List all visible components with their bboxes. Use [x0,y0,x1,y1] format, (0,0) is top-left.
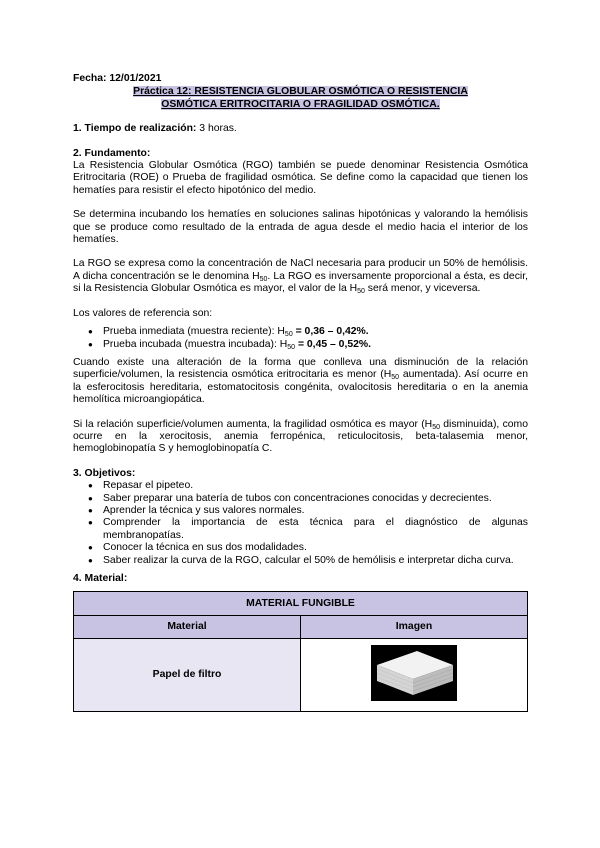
fundamento-paragraph-5 [73,357,528,407]
fundamento-paragraph-1: La Resistencia Globular Osmótica (RGO) también se puede denominar Resistencia Osmótica Eritrocitaria (ROE) o Prueba de fragilidad osmótica. Se define como la capacidad que tienen los hematíes para resistir el efecto hipotónico del medio. [73,160,528,196]
list-item: ● Aprender la técnica y sus valores normales. [73,505,528,517]
list-item: ● Conocer la técnica en sus dos modalidades. [73,542,528,554]
reference-values-list [73,326,528,351]
title-line-1: Práctica 12: RESISTENCIA GLOBULAR OSMÓTICA O RESISTENCIA [133,86,468,98]
fundamento-paragraph-6 [73,419,528,456]
text: aumentada). Así ocurre en la esferocitosis hereditaria, estomatocitosis congénita, ovalocitosis hereditaria o en la anemia hemolítica microangiopática. [73,369,528,406]
section-2-heading: 2. Fundamento: [73,147,151,159]
fundamento-paragraph-2: Se determina incubando los hematíes en soluciones salinas hipotónicas y valorando la hemólisis que se produce como resultado de la entrada de agua desde el medio hacia el interior de los hematíes. [73,209,528,246]
list-item: ● Saber realizar la curva de la RGO, calcular el 50% de hemólisis e interpretar dicha curva. [73,555,528,567]
list-item: ● Comprender la importancia de esta técnica para el diagnóstico de algunas membranopatías. [73,517,528,542]
text: Prueba inmediata (muestra reciente): H [103,326,285,338]
date-line: Fecha: 12/01/2021 [73,73,162,84]
document-page [73,73,528,712]
section-3-heading: 3. Objetivos: [73,467,136,479]
column-header-image: Imagen [301,616,528,639]
list-item [73,326,528,338]
reference-value: = 0,36 – 0,42%. [292,326,369,338]
text: Cuando existe una alteración de la forma que conlleva una disminución de la relación superficie/volumen, la resistencia osmótica eritrocitaria es menor (H [73,356,528,381]
duration-value: 3 horas. [196,123,237,135]
column-header-material: Material [74,616,301,639]
text: Prueba incubada (muestra incubada): H [103,338,288,350]
objectives-list [73,480,528,567]
text: . La RGO es inversamente proporcional a ésta, es decir, si la Resistencia Globular Osmótica es mayor, el valor de la H [73,270,528,295]
subscript: 50 [432,423,440,431]
table-title: MATERIAL FUNGIBLE [74,592,528,616]
subscript: 50 [287,343,296,351]
section-1-heading: 1. Tiempo de realización: [73,123,197,135]
reference-value: = 0,45 – 0,52%. [295,338,372,350]
material-table [73,591,528,712]
material-name-cell: Papel de filtro [74,639,301,712]
list-item: ● Repasar el pipeteo. [73,480,528,492]
section-1 [73,123,528,135]
fundamento-paragraph-3 [73,258,528,295]
list-item: ● Saber preparar una batería de tubos con concentraciones conocidas y decrecientes. [73,493,528,505]
section-4-heading: 4. Material: [73,573,128,584]
list-item [73,339,528,351]
subscript: 50 [357,288,365,296]
subscript: 50 [259,275,268,283]
text: será menor, y viceversa. [364,283,481,295]
document-title [73,86,528,111]
subscript: 50 [391,374,400,382]
filter-paper-stack-icon [371,645,457,705]
text: La RGO se expresa como la concentración de NaCl necesaria para producir un 50% de hemólisis. A dicha concentración se le denomina H [73,258,528,282]
reference-intro: Los valores de referencia son: [73,307,213,319]
title-line-2: OSMÓTICA ERITROCITARIA O FRAGILIDAD OSMÓTICA. [161,98,440,110]
text: Si la relación superficie/volumen aumenta, la fragilidad osmótica es mayor (H [73,418,433,430]
subscript: 50 [284,331,293,339]
text: disminuida), como ocurre en la xerocitosis, anemia ferropénica, reticulocitosis, beta-talasemia menor, hemoglobinopatía S y hemoglobinopatía C. [73,418,528,455]
material-image-cell [301,639,528,712]
